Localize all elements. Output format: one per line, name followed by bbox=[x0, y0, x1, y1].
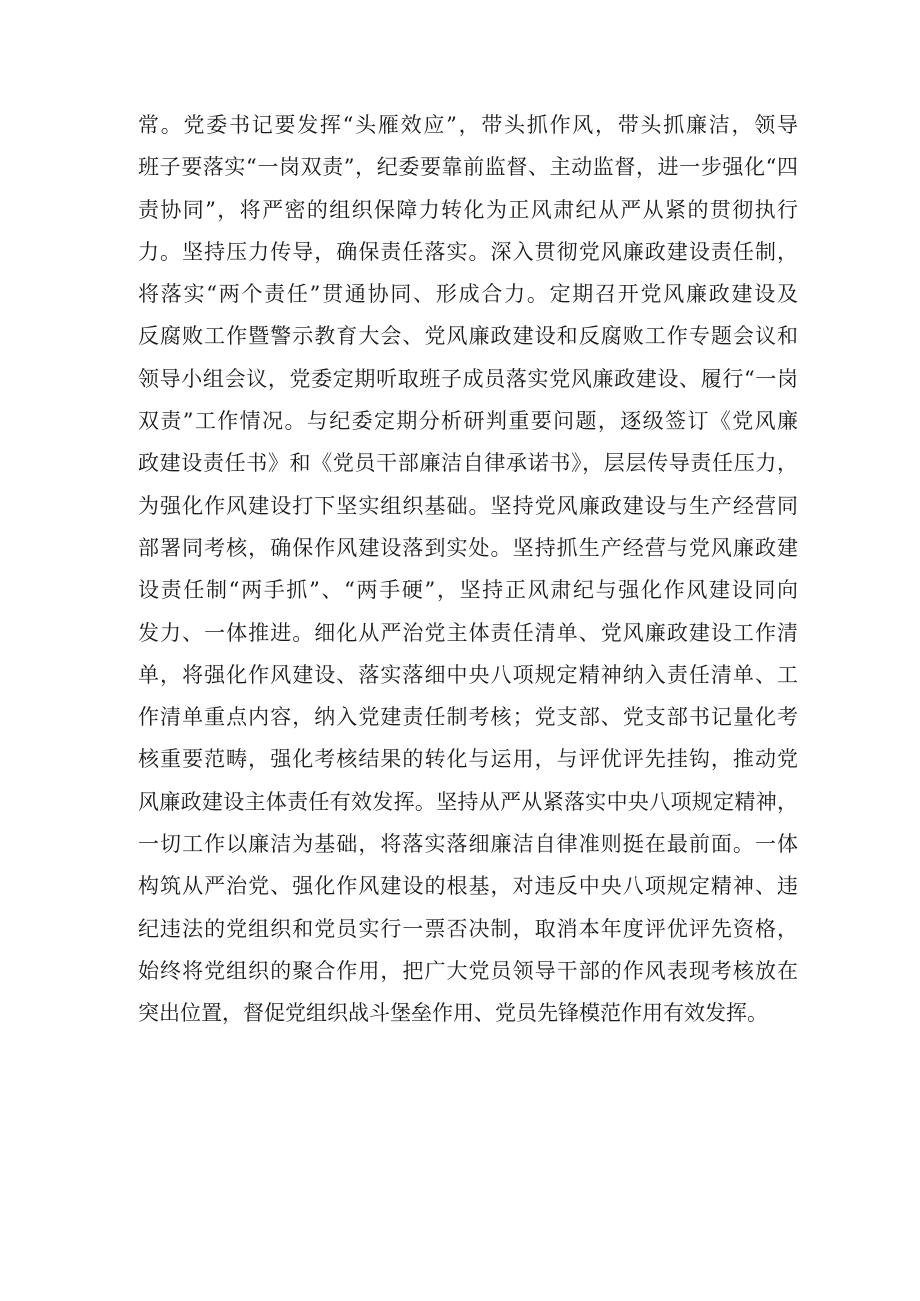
text-line-3: 责协同”，将严密的组织保障力转化为正风肃纪从严从紧的贯彻执行 bbox=[138, 197, 798, 222]
text-line-4: 力。坚持压力传导，确保责任落实。深入贯彻党风廉政建设责任制， bbox=[138, 239, 798, 264]
text-line-9: 政建设责任书》和《党员干部廉洁自律承诺书》，层层传导责任压力， bbox=[138, 451, 798, 476]
text-line-11: 部署同考核，确保作风建设落到实处。坚持抓生产经营与党风廉政建 bbox=[138, 535, 798, 560]
text-line-16: 核重要范畴，强化考核结果的转化与运用，与评优评先挂钩，推动党 bbox=[138, 747, 798, 772]
text-line-6: 反腐败工作暨警示教育大会、党风廉政建设和反腐败工作专题会议和 bbox=[138, 324, 798, 349]
text-line-10: 为强化作风建设打下坚实组织基础。坚持党风廉政建设与生产经营同 bbox=[138, 493, 798, 518]
text-line-20: 纪违法的党组织和党员实行一票否决制，取消本年度评优评先资格， bbox=[138, 916, 798, 941]
body-paragraph bbox=[138, 104, 798, 1035]
text-line-5: 将落实“两个责任”贯通协同、形成合力。定期召开党风廉政建设及 bbox=[138, 282, 798, 307]
text-line-22: 突出位置，督促党组织战斗堡垒作用、党员先锋模范作用有效发挥。 bbox=[138, 1001, 768, 1026]
text-line-14: 单，将强化作风建设、落实落细中央八项规定精神纳入责任清单、工 bbox=[138, 662, 798, 687]
text-line-13: 发力、一体推进。细化从严治党主体责任清单、党风廉政建设工作清 bbox=[138, 620, 798, 645]
text-line-7: 领导小组会议，党委定期听取班子成员落实党风廉政建设、履行“一岗 bbox=[138, 366, 798, 391]
text-line-1: 常。党委书记要发挥“头雁效应”，带头抓作风，带头抓廉洁，领导 bbox=[138, 113, 798, 137]
text-line-21: 始终将党组织的聚合作用，把广大党员领导干部的作风表现考核放在 bbox=[138, 958, 798, 983]
text-line-15: 作清单重点内容，纳入党建责任制考核；党支部、党支部书记量化考 bbox=[138, 705, 798, 730]
text-line-12: 设责任制“两手抓”、“两手硬”，坚持正风肃纪与强化作风建设同向 bbox=[138, 578, 798, 603]
text-line-8: 双责”工作情况。与纪委定期分析研判重要问题，逐级签订《党风廉 bbox=[138, 409, 798, 434]
text-line-17: 风廉政建设主体责任有效发挥。坚持从严从紧落实中央八项规定精神， bbox=[138, 789, 798, 814]
text-line-18: 一切工作以廉洁为基础，将落实落细廉洁自律准则挺在最前面。一体 bbox=[138, 832, 798, 857]
text-line-19: 构筑从严治党、强化作风建设的根基，对违反中央八项规定精神、违 bbox=[138, 874, 798, 899]
text-line-2: 班子要落实“一岗双责”，纪委要靠前监督、主动监督，进一步强化“四 bbox=[138, 155, 798, 180]
